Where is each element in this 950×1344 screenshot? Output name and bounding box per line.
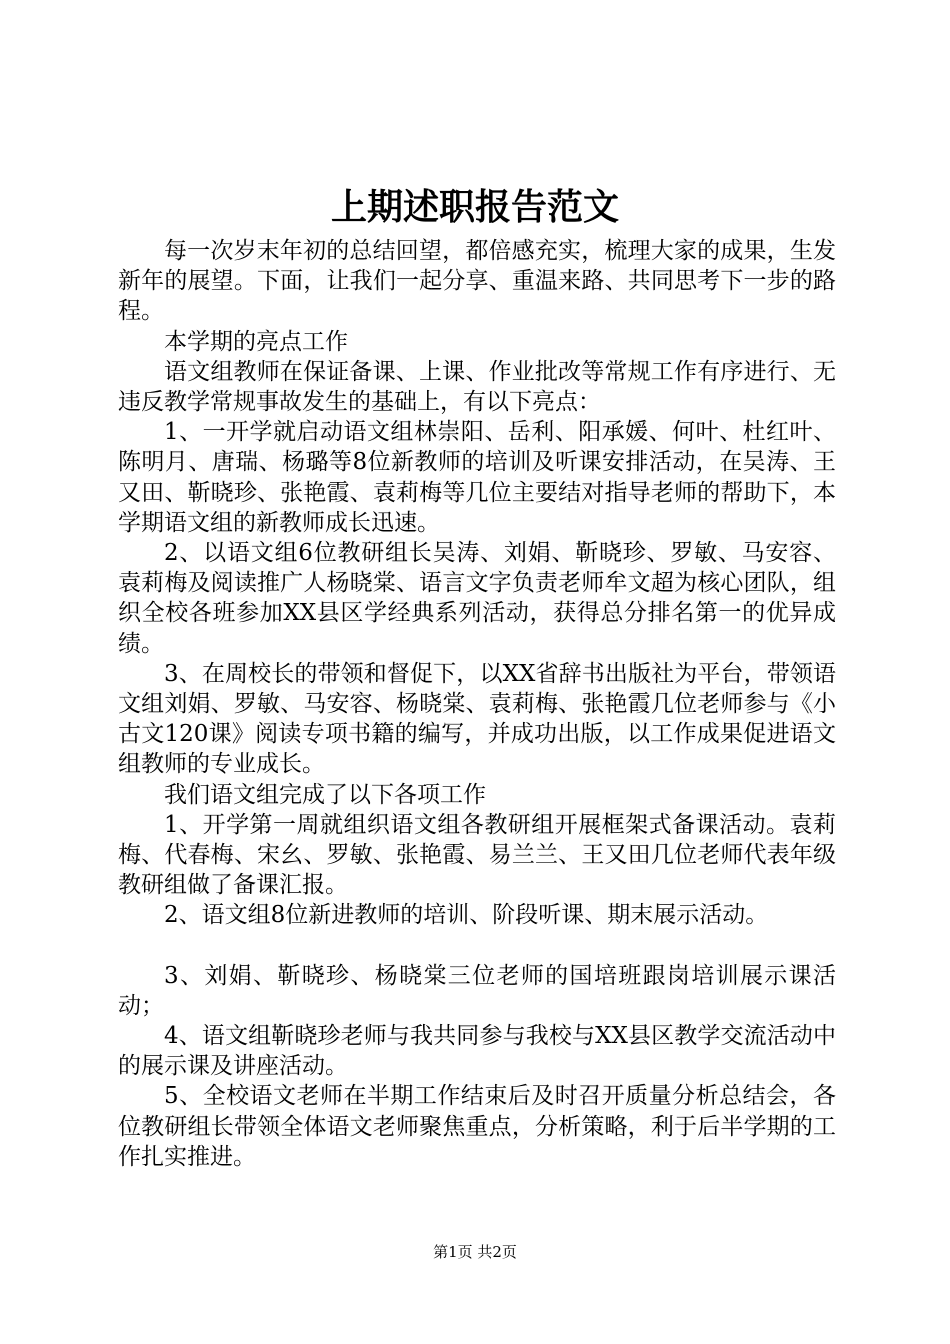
work-item-2: 2、语文组8位新进教师的培训、阶段听课、期末展示活动。 (164, 902, 769, 929)
work-item-1: 1、开学第一周就组织语文组各教研组开展框架式备课活动。袁莉梅、代春梅、宋幺、罗敏、张艳霞、易兰兰、王又田几位老师代表年级教研组做了备课汇报。 (118, 811, 836, 899)
page-footer: 第1页 共2页 (433, 1243, 517, 1261)
document-title: 上期述职报告范文 (330, 186, 619, 228)
highlight-item-2: 2、以语文组6位教研组长吴涛、刘娟、靳晓珍、罗敏、马安容、袁莉梅及阅读推广人杨晓棠、语言文字负责老师牟文超为核心团队，组织全校各班参加XX县区学经典系列活动，获得总分排名第一的优异成绩。 (118, 540, 836, 657)
work-item-4: 4、语文组靳晓珍老师与我共同参与我校与XX县区教学交流活动中的展示课及讲座活动。 (118, 1023, 836, 1080)
highlight-item-1: 1、一开学就启动语文组林崇阳、岳利、阳承媛、何叶、杜红叶、陈明月、唐瑞、杨璐等8位新教师的培训及听课安排活动，在吴涛、王又田、靳晓珍、张艳霞、袁莉梅等几位主要结对指导老师的帮助下，本学期语文组的新教师成长迅速。 (118, 419, 836, 536)
highlight-item-3: 3、在周校长的带领和督促下，以XX省辞书出版社为平台，带领语文组刘娟、罗敏、马安容、杨晓棠、袁莉梅、张艳霞几位老师参与《小古文120课》阅读专项书籍的编写，并成功出版，以工作成果促进语文组教师的专业成长。 (118, 660, 836, 778)
work-item-3: 3、刘娟、靳晓珍、杨晓棠三位老师的国培班跟岗培训展示课活动； (118, 962, 836, 1019)
highlights-intro-paragraph: 语文组教师在保证备课、上课、作业批改等常规工作有序进行、无违反教学常规事故发生的基础上，有以下亮点： (118, 358, 836, 416)
blank-line (118, 931, 836, 961)
document-body (118, 236, 836, 1172)
work-item-5: 5、全校语文老师在半期工作结束后及时召开质量分析总结会，各位教研组长带领全体语文老师聚焦重点，分析策略，利于后半学期的工作扎实推进。 (118, 1083, 836, 1170)
intro-paragraph: 每一次岁末年初的总结回望，都倍感充实，梳理大家的成果，生发新年的展望。下面，让我们一起分享、重温来路、共同思考下一步的路程。 (118, 238, 836, 325)
section-heading-highlights: 本学期的亮点工作 (164, 328, 348, 355)
section-heading-completed-work: 我们语文组完成了以下各项工作 (164, 781, 486, 808)
